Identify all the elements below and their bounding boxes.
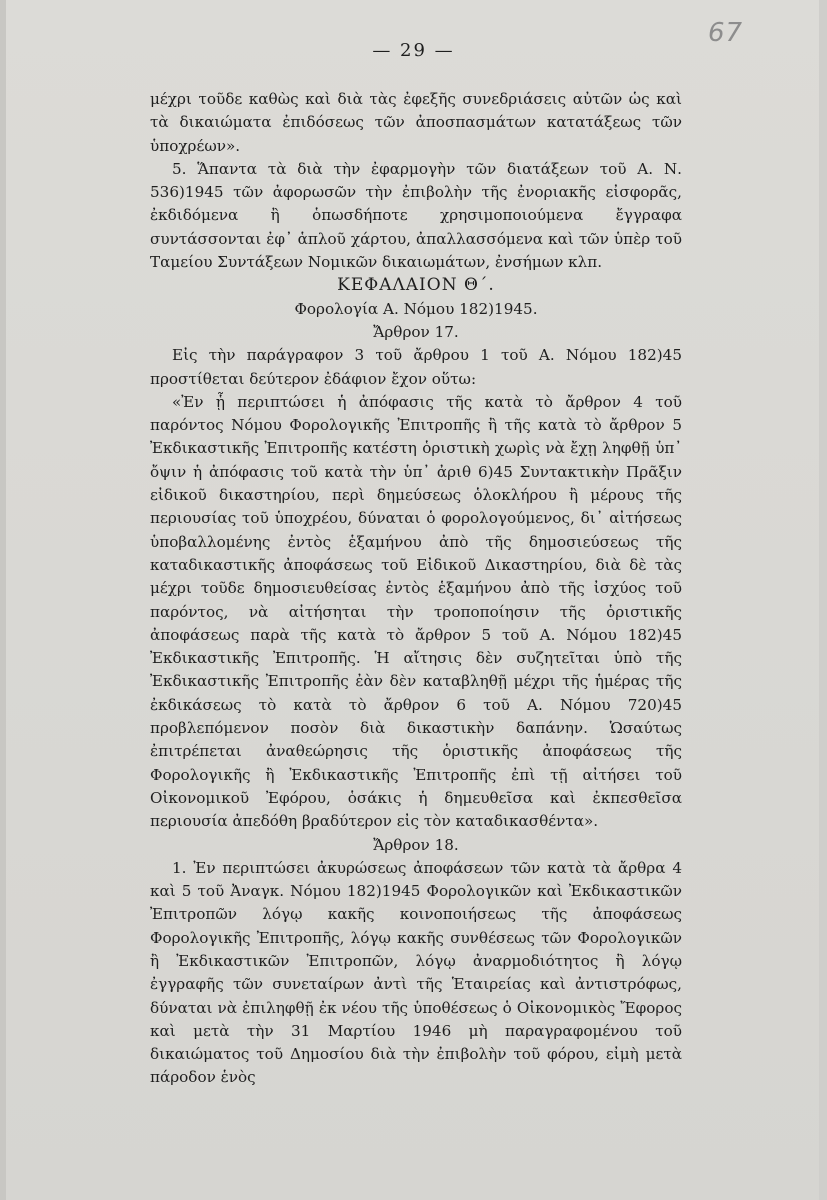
chapter-subheading: Φορολογία Α. Νόμου 182)1945.: [294, 299, 538, 318]
chapter-heading: ΚΕΦΑΛΑΙΟΝ Θ΄.: [337, 275, 495, 296]
paragraph-item-5: 5. Ἅπαντα τὰ διὰ τὴν ἐφαρμογὴν τῶν διατάξεων τοῦ Α. Ν. 536)1945 τῶν ἀφορωσῶν τὴν ἐπιβολὴν τῆς ἐνοριακῆς εἰσφορᾶς, ἐκδιδόμενα ἢ ὁπωσδήποτε χρησιμοποιούμενα ἔγγραφα συντάσσονται ἐφ᾽ ἁπλοῦ χάρτου, ἀπαλλασσόμενα καὶ τῶν ὑπὲρ τοῦ Ταμείου Συντάξεων Νομικῶν δικαιωμάτων, ἐνσήμων κλπ.: [150, 159, 682, 272]
article-17-intro: Εἰς τὴν παράγραφον 3 τοῦ ἄρθρου 1 τοῦ Α. Νόμου 182)45 προστίθεται δεύτερον ἐδάφιον ἔχον οὕτω:: [150, 346, 682, 388]
page-number: — 29 —: [372, 40, 455, 61]
paragraph-continuation: μέχρι τοῦδε καθὼς καὶ διὰ τὰς ἐφεξῆς συνεδριάσεις αὐτῶν ὡς καὶ τὰ δικαιώματα ἐπιδόσεως τῶν ἀποσπασμάτων κατατάξεως τῶν ὑποχρέων».: [150, 90, 682, 155]
article-18-paragraph-1: 1. Ἐν περιπτώσει ἀκυρώσεως ἀποφάσεων τῶν κατὰ τὰ ἄρθρα 4 καὶ 5 τοῦ Ἀναγκ. Νόμου 182)1945 Φορολογικῶν καὶ Ἐκδικαστικῶν Ἐπιτροπῶν λόγῳ κακῆς κοινοποιήσεως τῆς ἀποφάσεως Φορολογικῆς Ἐπιτροπῆς, λόγῳ κακῆς συνθέσεως τῶν Φορολογικῶν ἢ Ἐκδικαστικῶν Ἐπιτροπῶν, λόγῳ ἀναρμοδιότητος ἢ λόγῳ ἐγγραφῆς τῶν συνεταίρων ἀντὶ τῆς Ἑταιρείας καὶ ἀντιστρόφως, δύναται νὰ ἐπιληφθῇ ἐκ νέου τῆς ὑποθέσεως ὁ Οἰκονομικὸς Ἔφορος καὶ μετὰ τὴν 31 Μαρτίου 1946 μὴ παραγραφομένου τοῦ δικαιώματος τοῦ Δημοσίου διὰ τὴν ἐπιβολὴν τοῦ φόρου, εἰμὴ μετὰ πάροδον ἑνὸς: [150, 858, 682, 1087]
article-17-quote: «Ἐν ᾗ περιπτώσει ἡ ἀπόφασις τῆς κατὰ τὸ ἄρθρον 4 τοῦ παρόντος Νόμου Φορολογικῆς Ἐπιτροπῆς ἢ τῆς κατὰ τὸ ἄρθρον 5 Ἐκδικαστικῆς Ἐπιτροπῆς κατέστη ὁριστικὴ χωρὶς νὰ ἔχῃ ληφθῇ ὑπ᾽ ὄψιν ἡ ἀπόφασις τοῦ κατὰ τὴν ὑπ᾽ ἀριθ 6)45 Συντακτικὴν Πρᾶξιν εἰδικοῦ δικαστηρίου, περὶ δημεύσεως ὁλοκλήρου ἢ μέρους τῆς περιουσίας τοῦ ὑποχρέου, δύναται ὁ φορολογούμενος, δι᾽ αἰτήσεως ὑποβαλλομένης ἐντὸς ἑξαμήνου ἀπὸ τῆς δημοσιεύσεως τῆς καταδικαστικῆς ἀποφάσεως τοῦ Εἰδικοῦ Δικαστηρίου, διὰ δὲ τὰς μέχρι τοῦδε δημοσιευθείσας ἐντὸς ἑξαμήνου ἀπὸ τῆς ἰσχύος τοῦ παρόντος, νὰ αἰτήσηται τὴν τροποποίησιν τῆς ὁριστικῆς ἀποφάσεως παρὰ τῆς κατὰ τὸ ἄρθρον 5 τοῦ Α. Νόμου 182)45 Ἐκδικαστικῆς Ἐπιτροπῆς. Ἡ αἴτησις δὲν συζητεῖται ὑπὸ τῆς Ἐκδικαστικῆς Ἐπιτροπῆς ἐὰν δὲν καταβληθῇ μέχρι τῆς ἡμέρας τῆς ἐκδικάσεως τὸ κατὰ τὸ ἄρθρον 6 τοῦ Α. Νόμου 720)45 προβλεπόμενον ποσὸν διὰ δικαστικὴν δαπάνην. Ὡσαύτως ἐπιτρέπεται ἀναθεώρησις τῆς ὁριστικῆς ἀποφάσεως τῆς Φορολογικῆς ἢ Ἐκδικαστικῆς Ἐπιτροπῆς ἐπὶ τῇ αἰτήσει τοῦ Οἰκονομικοῦ Ἐφόρου, ὁσάκις ἡ δημευθεῖσα καὶ ἐκπεσθεῖσα περιουσία ἀπεδόθη βραδύτερον εἰς τὸν καταδικασθέντα».: [150, 392, 682, 831]
scan-edge-left: [0, 0, 6, 1200]
body-text: [150, 88, 682, 1090]
scan-edge-right: [819, 0, 827, 1200]
article-18-heading: Ἄρθρον 18.: [373, 835, 459, 854]
article-17-heading: Ἄρθρον 17.: [373, 322, 459, 341]
handwritten-page-number: 67: [708, 18, 744, 48]
